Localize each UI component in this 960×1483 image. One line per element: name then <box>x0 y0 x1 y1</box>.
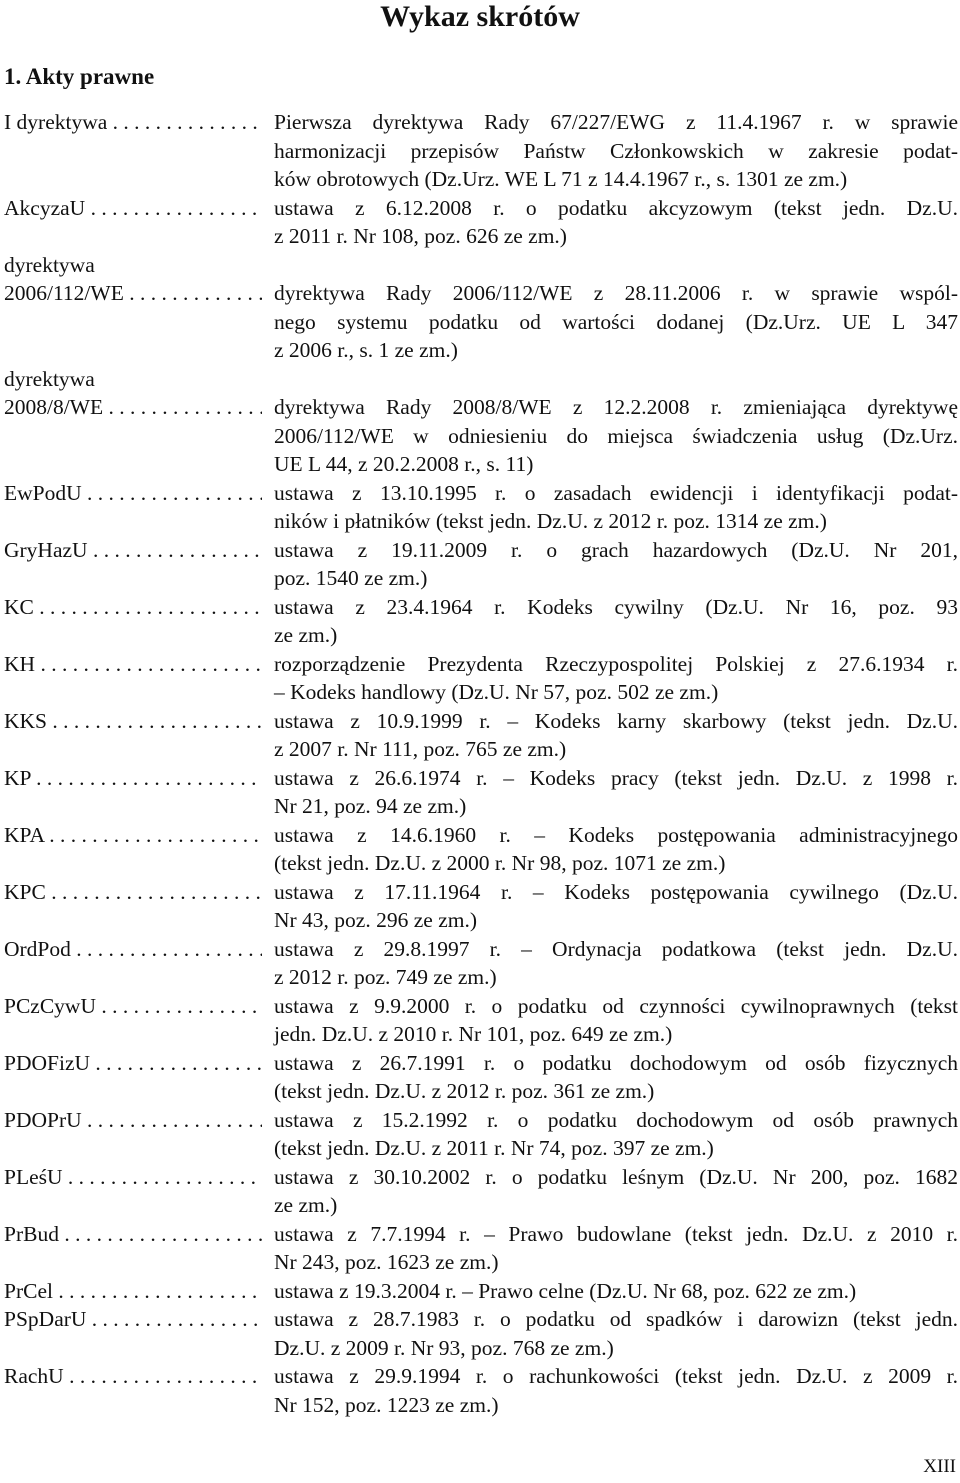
definition-line: ustawa z 28.7.1983 r. o podatku od spadków i darowizn (tekst jedn. <box>274 1307 958 1331</box>
definition-line: (tekst jedn. Dz.U. z 2012 r. poz. 361 ze zm.) <box>274 1079 655 1103</box>
abbreviation-term-label: PrCel . . . <box>4 1277 262 1306</box>
definition-line: Pierwsza dyrektywa Rady 67/227/EWG z 11.4.1967 r. w sprawie <box>274 110 958 134</box>
definition-line: jedn. Dz.U. z 2010 r. Nr 101, poz. 649 ze zm.) <box>274 1022 673 1046</box>
page-number: XIII <box>923 1456 956 1477</box>
abbreviation-term-label: PLeśU . . . <box>4 1163 262 1192</box>
definition-line: z 2006 r., s. 1 ze zm.) <box>274 338 458 362</box>
definition-line: ustawa z 29.8.1997 r. – Ordynacja podatkowa (tekst jedn. Dz.U. <box>274 936 958 961</box>
definition-line: ustawa z 23.4.1964 r. Kodeks cywilny (Dz.U. Nr 16, poz. 93 <box>274 594 958 619</box>
abbreviation-definition <box>274 707 958 764</box>
section-heading: 1. Akty prawne <box>4 64 155 89</box>
abbreviation-term-label: OrdPod . . . <box>4 935 262 964</box>
abbreviation-term <box>4 650 262 679</box>
abbreviation-term <box>4 1049 262 1078</box>
definition-line: ustawa z 14.6.1960 r. – Kodeks postępowania administracyjnego <box>274 822 958 847</box>
definition-line: ników i płatników (tekst jedn. Dz.U. z 2012 r. poz. 1314 ze zm.) <box>274 509 827 533</box>
abbreviation-entry <box>4 935 958 992</box>
abbreviation-entry <box>4 707 958 764</box>
definition-line: ustawa z 26.7.1991 r. o podatku dochodowym od osób fizycznych <box>274 1050 958 1075</box>
abbreviation-definition <box>274 935 958 992</box>
abbreviation-term <box>4 992 262 1021</box>
definition-line: Nr 21, poz. 94 ze zm.) <box>274 794 467 818</box>
abbreviation-entry <box>4 251 958 365</box>
abbreviation-term-label: PSpDarU . . . <box>4 1305 262 1334</box>
abbreviation-term-label: PDOPrU . . . <box>4 1106 262 1135</box>
abbreviation-term <box>4 878 262 907</box>
abbreviation-entry <box>4 593 958 650</box>
definition-line: Nr 152, poz. 1223 ze zm.) <box>274 1392 499 1417</box>
abbreviation-entry <box>4 365 958 479</box>
definition-line: ze zm.) <box>274 623 338 647</box>
abbreviation-entry <box>4 479 958 536</box>
abbreviation-term <box>4 194 262 223</box>
abbreviation-entry <box>4 1163 958 1220</box>
abbreviation-entry <box>4 1277 958 1306</box>
definition-line: ze zm.) <box>274 1193 338 1217</box>
abbreviation-term <box>4 593 262 622</box>
definition-line: dyrektywa Rady 2006/112/WE z 28.11.2006 r. w sprawie wspól- <box>274 281 958 305</box>
abbreviation-entry <box>4 821 958 878</box>
abbreviation-term-label: KPC . . . <box>4 878 262 907</box>
abbreviation-term-label: 2006/112/WE . . . <box>4 279 262 308</box>
abbreviation-entry <box>4 992 958 1049</box>
definition-line: ustawa z 30.10.2002 r. o podatku leśnym (Dz.U. Nr 200, poz. 1682 <box>274 1164 958 1189</box>
abbreviation-definition <box>274 764 958 821</box>
abbreviation-definition <box>274 365 958 479</box>
abbreviation-term <box>4 1305 262 1334</box>
abbreviation-definition <box>274 1106 958 1163</box>
abbreviation-term-label: PCzCywU . . . <box>4 992 262 1021</box>
abbreviation-definition <box>274 821 958 878</box>
abbreviation-term-prefix: dyrektywa <box>4 252 95 277</box>
definition-line: harmonizacji przepisów Państw Członkowskich w zakresie podat- <box>274 138 958 163</box>
definition-line: z 2012 r. poz. 749 ze zm.) <box>274 965 497 989</box>
definition-line: ustawa z 26.6.1974 r. – Kodeks pracy (tekst jedn. Dz.U. z 1998 r. <box>274 765 958 790</box>
definition-line: ustawa z 15.2.1992 r. o podatku dochodowym od osób prawnych <box>274 1107 958 1132</box>
definition-line: (tekst jedn. Dz.U. z 2000 r. Nr 98, poz. 1071 ze zm.) <box>274 851 726 875</box>
abbreviation-definition <box>274 650 958 707</box>
abbreviation-definition <box>274 1305 958 1362</box>
abbreviation-definition <box>274 108 958 194</box>
definition-line: poz. 1540 ze zm.) <box>274 566 428 590</box>
abbreviation-definition <box>274 1049 958 1106</box>
abbreviation-term <box>4 1277 262 1306</box>
abbreviation-definition <box>274 593 958 650</box>
definition-line: – Kodeks handlowy (Dz.U. Nr 57, poz. 502 ze zm.) <box>274 680 719 704</box>
abbreviation-term <box>4 935 262 964</box>
abbreviation-definition <box>274 878 958 935</box>
abbreviation-term-prefix: dyrektywa <box>4 366 95 391</box>
abbreviation-term <box>4 1163 262 1192</box>
abbreviation-entry <box>4 764 958 821</box>
abbreviation-term-label: PDOFizU . . . <box>4 1049 262 1078</box>
abbreviation-term <box>4 764 262 793</box>
definition-line: ustawa z 10.9.1999 r. – Kodeks karny skarbowy (tekst jedn. Dz.U. <box>274 708 958 733</box>
definition-line: ustawa z 13.10.1995 r. o zasadach ewidencji i identyfikacji podat- <box>274 480 958 505</box>
abbreviation-entry <box>4 1049 958 1106</box>
abbreviation-definition <box>274 1163 958 1220</box>
definition-line: Dz.U. z 2009 r. Nr 93, poz. 768 ze zm.) <box>274 1335 614 1360</box>
abbreviation-definition <box>274 251 958 365</box>
abbreviation-entry <box>4 536 958 593</box>
abbreviation-term <box>4 1362 262 1391</box>
definition-line: 2006/112/WE w odniesieniu do miejsca świadczenia usług (Dz.Urz. <box>274 423 958 448</box>
definition-line: dyrektywa Rady 2008/8/WE z 12.2.2008 r. zmieniająca dyrektywę <box>274 395 958 419</box>
abbreviation-entry <box>4 1362 958 1419</box>
abbreviation-entry <box>4 1305 958 1362</box>
definition-line: Nr 43, poz. 296 ze zm.) <box>274 908 477 932</box>
page-title: Wykaz skrótów <box>380 0 580 33</box>
definition-line: ustawa z 19.11.2009 r. o grach hazardowych (Dz.U. Nr 201, <box>274 537 958 562</box>
abbreviation-entry <box>4 194 958 251</box>
abbreviation-term-label: KP . . . <box>4 764 262 793</box>
abbreviation-term-label: I dyrektywa . . . <box>4 108 262 137</box>
abbreviation-term <box>4 479 262 508</box>
abbreviation-term-label: KPA . . . <box>4 821 262 850</box>
abbreviation-term <box>4 821 262 850</box>
abbreviation-term-label: GryHazU . . . <box>4 536 262 565</box>
abbreviation-entry <box>4 1220 958 1277</box>
definition-line: ustawa z 29.9.1994 r. o rachunkowości (tekst jedn. Dz.U. z 2009 r. <box>274 1364 958 1388</box>
abbreviation-entry <box>4 108 958 194</box>
abbreviation-term-label: KC . . . <box>4 593 262 622</box>
abbreviation-list <box>4 108 958 1419</box>
definition-line: Nr 243, poz. 1623 ze zm.) <box>274 1250 499 1274</box>
abbreviation-term <box>4 536 262 565</box>
abbreviation-term <box>4 1220 262 1249</box>
abbreviation-term-label: AkcyzaU . . . <box>4 194 262 223</box>
abbreviation-term <box>4 1106 262 1135</box>
abbreviation-definition <box>274 194 958 251</box>
abbreviation-entry <box>4 878 958 935</box>
definition-line: ustawa z 6.12.2008 r. o podatku akcyzowym (tekst jedn. Dz.U. <box>274 195 958 220</box>
abbreviation-entry <box>4 650 958 707</box>
abbreviation-term <box>4 108 262 137</box>
definition-line: ustawa z 7.7.1994 r. – Prawo budowlane (tekst jedn. Dz.U. z 2010 r. <box>274 1221 958 1246</box>
abbreviation-term-label: KH . . . <box>4 650 262 679</box>
abbreviation-term <box>4 707 262 736</box>
abbreviation-definition <box>274 1362 958 1419</box>
definition-line: (tekst jedn. Dz.U. z 2011 r. Nr 74, poz. 397 ze zm.) <box>274 1136 714 1160</box>
abbreviation-term-label: EwPodU . . . <box>4 479 262 508</box>
abbreviation-definition <box>274 1220 958 1277</box>
definition-line: ustawa z 17.11.1964 r. – Kodeks postępowania cywilnego (Dz.U. <box>274 879 958 904</box>
definition-line: rozporządzenie Prezydenta Rzeczypospolitej Polskiej z 27.6.1934 r. <box>274 651 958 676</box>
abbreviation-definition <box>274 536 958 593</box>
definition-line: z 2007 r. Nr 111, poz. 765 ze zm.) <box>274 737 567 761</box>
definition-line: ustawa z 9.9.2000 r. o podatku od czynności cywilnoprawnych (tekst <box>274 993 958 1018</box>
definition-line: ustawa z 19.3.2004 r. – Prawo celne (Dz.U. Nr 68, poz. 622 ze zm.) <box>274 1278 857 1303</box>
abbreviation-term-label: PrBud . . . <box>4 1220 262 1249</box>
abbreviation-term <box>4 251 262 308</box>
definition-line: ków obrotowych (Dz.Urz. WE L 71 z 14.4.1967 r., s. 1301 ze zm.) <box>274 167 848 191</box>
abbreviation-entry <box>4 1106 958 1163</box>
abbreviation-definition <box>274 992 958 1049</box>
definition-line: UE L 44, z 20.2.2008 r., s. 11) <box>274 452 534 476</box>
abbreviation-term-label: 2008/8/WE . . . <box>4 393 262 422</box>
abbreviation-term-label: RachU . . . <box>4 1362 262 1391</box>
definition-line: z 2011 r. Nr 108, poz. 626 ze zm.) <box>274 224 567 248</box>
definition-line: nego systemu podatku od wartości dodanej (Dz.Urz. UE L 347 <box>274 309 958 334</box>
abbreviation-term-label: KKS . . . <box>4 707 262 736</box>
abbreviation-definition <box>274 479 958 536</box>
abbreviation-term <box>4 365 262 422</box>
abbreviation-definition <box>274 1277 958 1306</box>
